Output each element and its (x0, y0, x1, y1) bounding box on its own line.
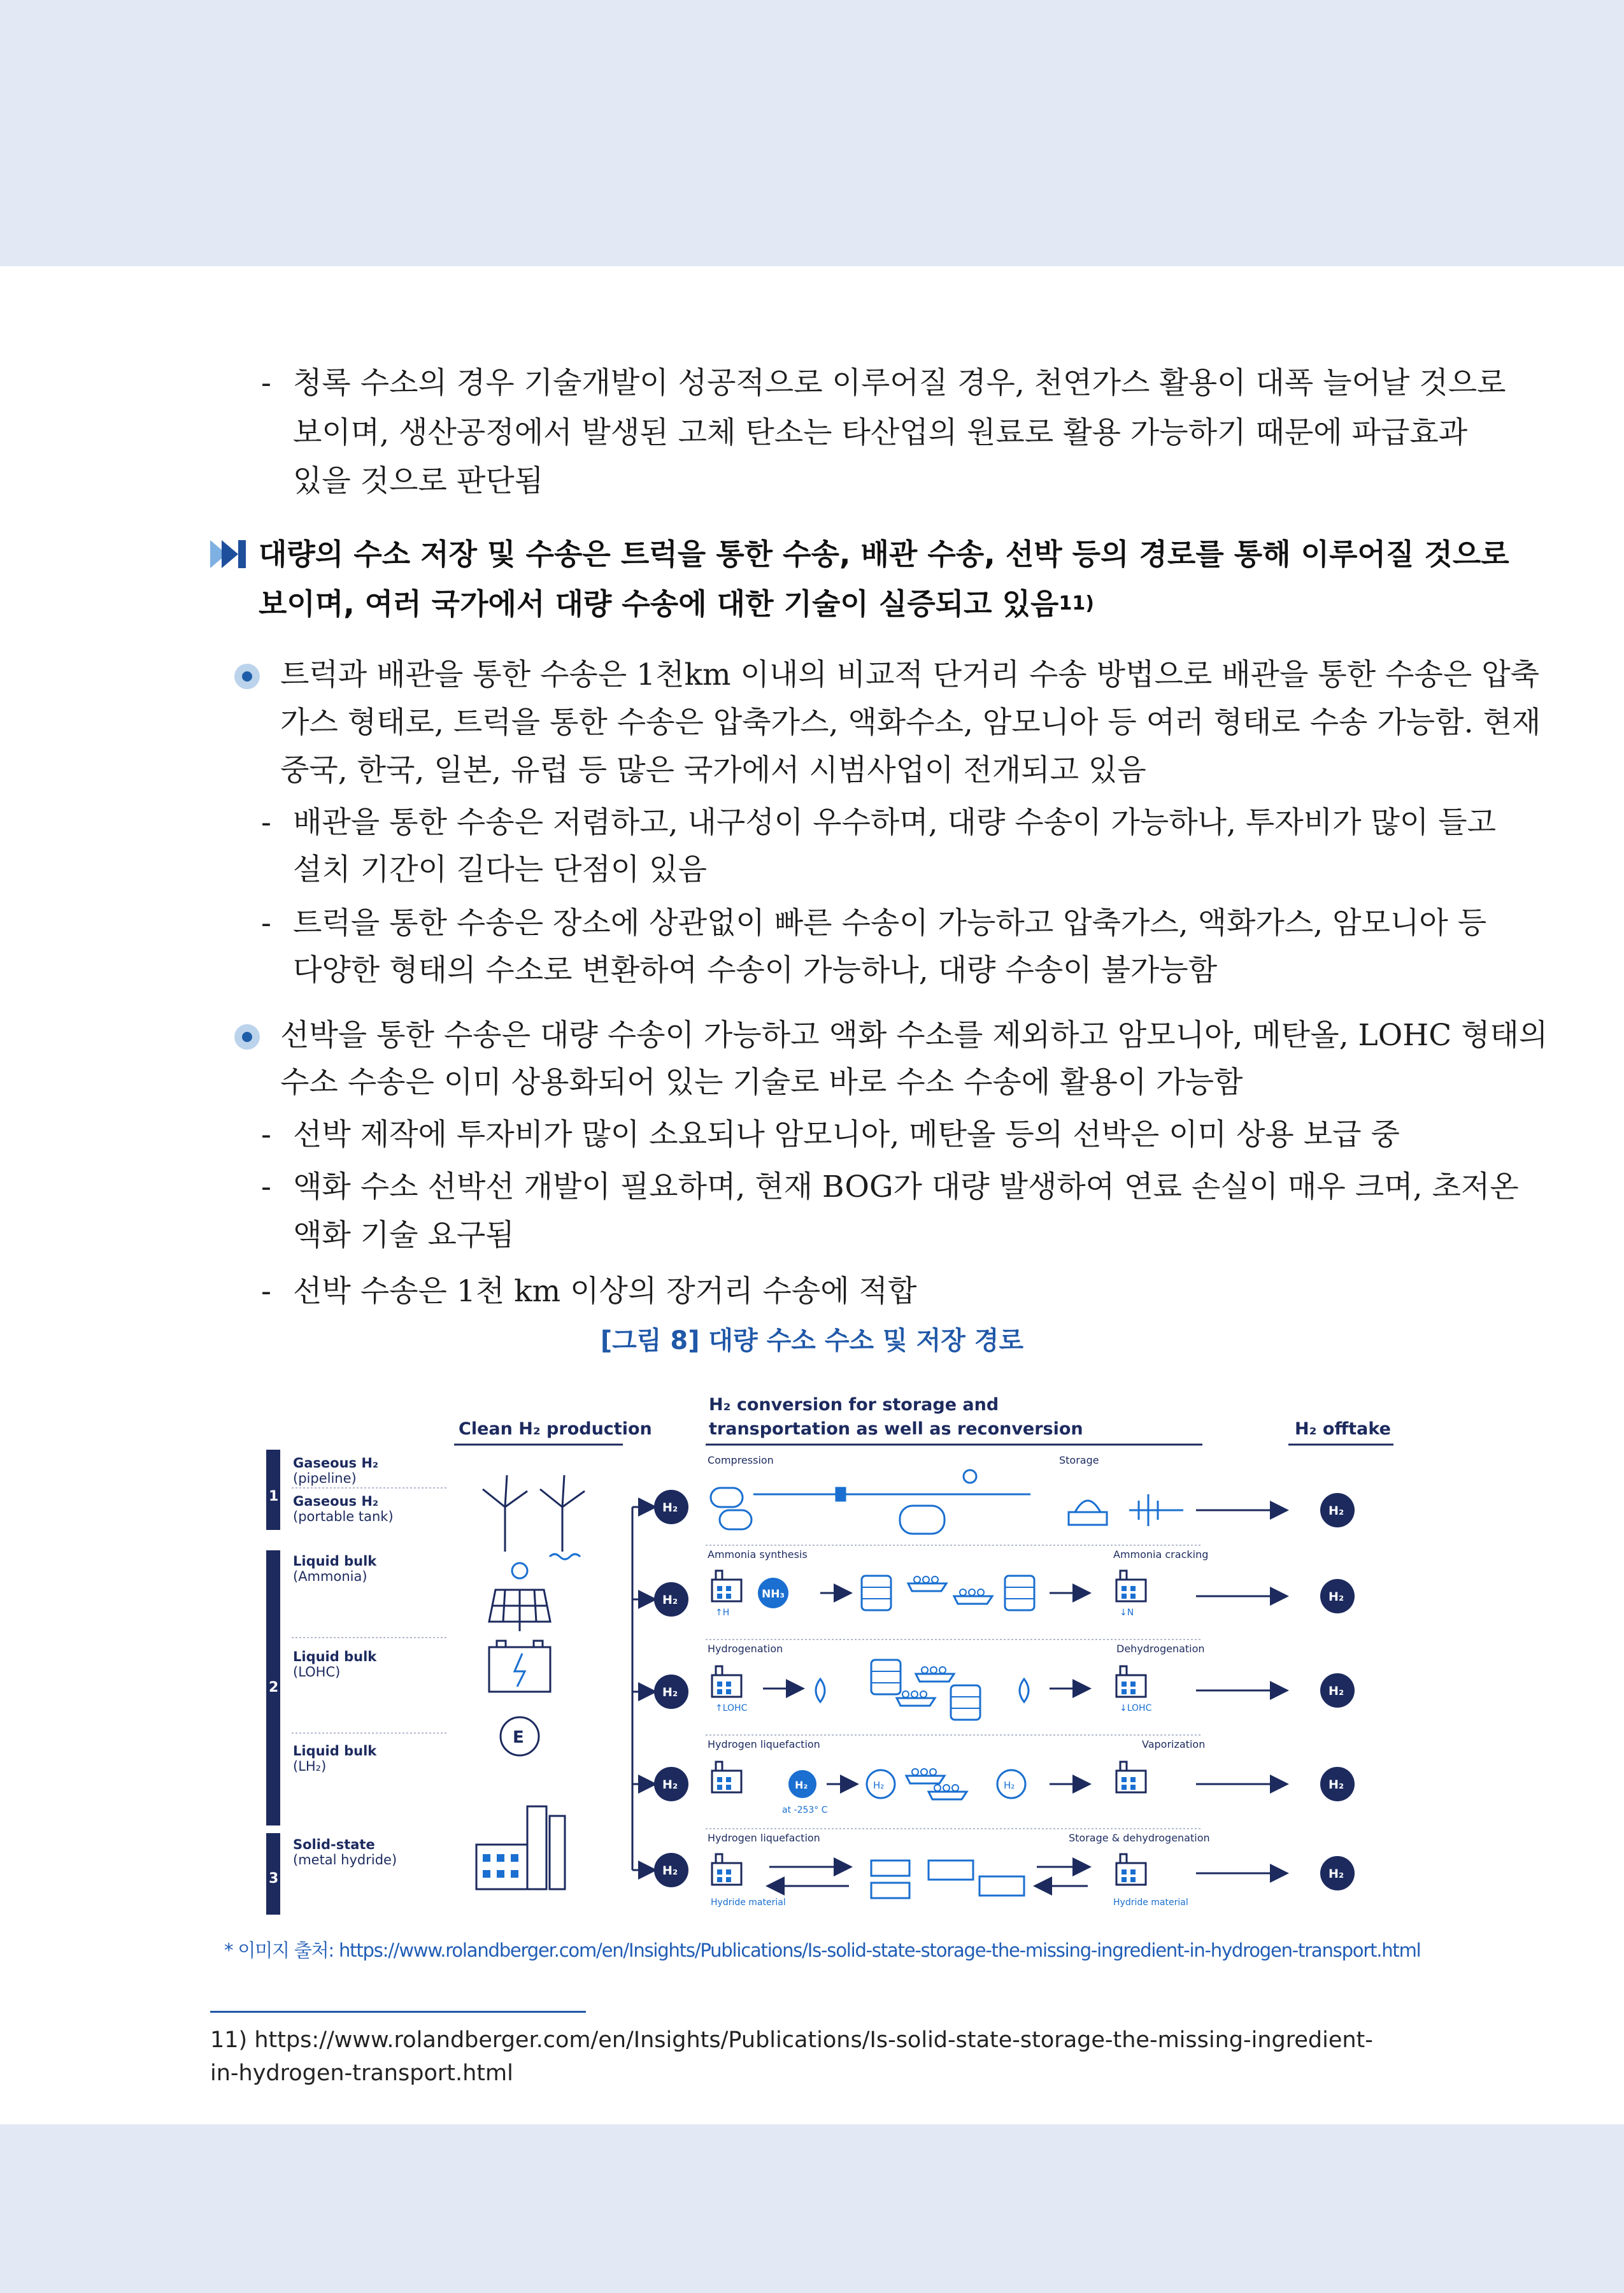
hydrogen-transport-diagram (260, 1386, 1400, 1922)
text-line: 청록 수소의 경우 기술개발이 성공적으로 이루어질 경우, 천연가스 활용이 대폭 늘어날 것으로 (293, 366, 1506, 401)
text-line: 설치 기간이 길다는 단점이 있음 (293, 852, 707, 887)
footnote-ref: 11) (1058, 592, 1094, 615)
text-line: 다양한 형태의 수소로 변환하여 수송이 가능하나, 대량 수송이 불가능함 (293, 953, 1218, 988)
text-line: 있을 것으로 판단됨 (293, 464, 544, 499)
group-number: 2 (269, 1680, 279, 1696)
figure-title: [그림 8] 대량 수소 수소 및 저장 경로 (600, 1326, 1024, 1355)
category-label: (Ammonia) (293, 1569, 367, 1584)
header-conversion: transportation as well as reconversion (709, 1419, 1083, 1439)
footnote-text: 11) https://www.rolandberger.com/en/Insights/Publications/Is-solid-state-storage-the-missing-ingredient- (210, 2027, 1373, 2053)
wind-turbine-icon (483, 1475, 585, 1559)
section-arrow-icon (210, 540, 247, 568)
group-number: 3 (269, 1871, 279, 1887)
category-label: Gaseous H₂ (293, 1494, 379, 1509)
row-label: Vaporization (1142, 1738, 1206, 1750)
row-label: Ammonia synthesis (708, 1548, 808, 1561)
svg-text:E: E (513, 1728, 524, 1747)
h2-label: H₂ (662, 1685, 678, 1699)
category-label: Liquid bulk (293, 1743, 377, 1759)
h2-label: H₂ (1328, 1684, 1344, 1698)
row-sublabel: Hydride material (1113, 1897, 1188, 1908)
h2-label: H₂ (1328, 1867, 1344, 1881)
image-source: * 이미지 출처: https://www.rolandberger.com/en/Insights/Publications/Is-solid-state-storage-the-missing-ingredient-in-hydrogen-transport.html (224, 1939, 1421, 1961)
row-label: Compression (708, 1454, 774, 1466)
text-line: 선박 제작에 투자비가 많이 소요되나 암모니아, 메탄올 등의 선박은 이미 상용 보급 중 (293, 1117, 1400, 1152)
dash-marker: - (261, 1117, 271, 1152)
text-line: 액화 기술 요구됨 (293, 1218, 515, 1253)
row-label: Storage & dehydrogenation (1069, 1832, 1210, 1844)
row-label: Hydrogen liquefaction (708, 1738, 820, 1750)
section-heading-line2: 보이며, 여러 국가에서 대량 수송에 대한 기술이 실증되고 있음$^{11)}$ (259, 587, 1094, 621)
row-sublabel: Hydride material (711, 1897, 786, 1908)
row-label: Dehydrogenation (1116, 1643, 1205, 1655)
text-line: 배관을 통한 수송은 저렴하고, 내구성이 우수하며, 대량 수송이 가능하나, 투자비가 많이 들고 (293, 805, 1497, 840)
dash-marker: - (261, 1169, 271, 1204)
battery-icon (489, 1641, 550, 1692)
text-line: 트럭을 통한 수송은 장소에 상관없이 빠른 수송이 가능하고 압축가스, 액화가스, 암모니아 등 (293, 906, 1487, 941)
h2-label: H₂ (662, 1864, 678, 1878)
footnote-text: in-hydrogen-transport.html (210, 2061, 513, 2086)
bottom-band (0, 2124, 1624, 2293)
h2-label: H₂ (1328, 1504, 1344, 1518)
row-label: Ammonia cracking (1113, 1548, 1209, 1561)
category-label: Solid-state (293, 1837, 375, 1852)
industrial-plant-icon (476, 1806, 565, 1889)
text-line: 보이며, 생산공정에서 발생된 고체 탄소는 타산업의 원료로 활용 가능하기 때문에 파급효과 (293, 415, 1468, 450)
h2-label: H₂ (795, 1779, 808, 1791)
row-sublabel: ↑LOHC (715, 1703, 748, 1713)
header-offtake: H₂ offtake (1295, 1419, 1391, 1439)
row-label: Hydrogen liquefaction (708, 1832, 820, 1844)
text-line: 트럭과 배관을 통한 수송은 1천km 이내의 비교적 단거리 수송 방법으로 배관을 통한 수송은 압축 (280, 657, 1540, 692)
dash-marker: - (261, 366, 271, 401)
category-label: (LOHC) (293, 1664, 341, 1680)
footnote-divider (210, 2011, 586, 2013)
text-line: 선박 수송은 1천 km 이상의 장거리 수송에 적합 (293, 1274, 917, 1309)
solar-panel-icon (489, 1563, 550, 1631)
row-sublabel: ↓LOHC (1120, 1703, 1152, 1713)
row-sublabel: at -253° C (782, 1805, 828, 1815)
dash-marker: - (261, 805, 271, 840)
group-number: 1 (269, 1489, 279, 1504)
section-heading: 대량의 수소 저장 및 수송은 트럭을 통한 수송, 배관 수송, 선박 등의 경로를 통해 이루어질 것으로 (259, 537, 1509, 571)
category-label: Liquid bulk (293, 1554, 377, 1569)
h2-label: H₂ (662, 1778, 678, 1792)
h2-label: H₂ (1328, 1778, 1344, 1792)
category-label: (portable tank) (293, 1509, 394, 1524)
header-production: Clean H₂ production (459, 1419, 652, 1439)
text-line: 액화 수소 선박선 개발이 필요하며, 현재 BOG가 대량 발생하여 연료 손실이 매우 크며, 초저온 (293, 1169, 1519, 1204)
h2-label: H₂ (1328, 1590, 1344, 1604)
category-label: Liquid bulk (293, 1649, 377, 1664)
row-label: Hydrogenation (708, 1643, 783, 1655)
category-label: (LH₂) (293, 1759, 327, 1774)
nh3-label: NH₃ (762, 1588, 785, 1601)
text-line: 선박을 통한 수송은 대량 수송이 가능하고 액화 수소를 제외하고 암모니아, 메탄올, LOHC 형태의 (280, 1018, 1548, 1053)
text-line: 중국, 한국, 일본, 유럽 등 많은 국가에서 시범사업이 전개되고 있음 (280, 753, 1146, 788)
electricity-icon (501, 1717, 539, 1755)
row-sublabel: ↓N (1120, 1608, 1134, 1618)
category-label: (metal hydride) (293, 1852, 397, 1868)
row-sublabel: ↑H (715, 1608, 730, 1618)
category-label: (pipeline) (293, 1471, 357, 1486)
text-line: 수소 수송은 이미 상용화되어 있는 기술로 바로 수소 수송에 활용이 가능함 (280, 1065, 1243, 1100)
dash-marker: - (261, 1274, 271, 1309)
h2-label: H₂ (1004, 1780, 1015, 1791)
top-band (0, 0, 1624, 266)
h2-label: H₂ (662, 1593, 678, 1607)
h2-label: H₂ (873, 1780, 885, 1791)
header-conversion: H₂ conversion for storage and (709, 1395, 999, 1415)
row-label: Storage (1059, 1454, 1099, 1466)
dash-marker: - (261, 906, 271, 941)
text-line: 가스 형태로, 트럭을 통한 수송은 압축가스, 액화수소, 암모니아 등 여러 형태로 수송 가능함. 현재 (280, 705, 1541, 740)
category-label: Gaseous H₂ (293, 1455, 379, 1471)
h2-label: H₂ (662, 1501, 678, 1515)
bullet-icon (234, 1024, 260, 1050)
bullet-icon (234, 664, 260, 689)
